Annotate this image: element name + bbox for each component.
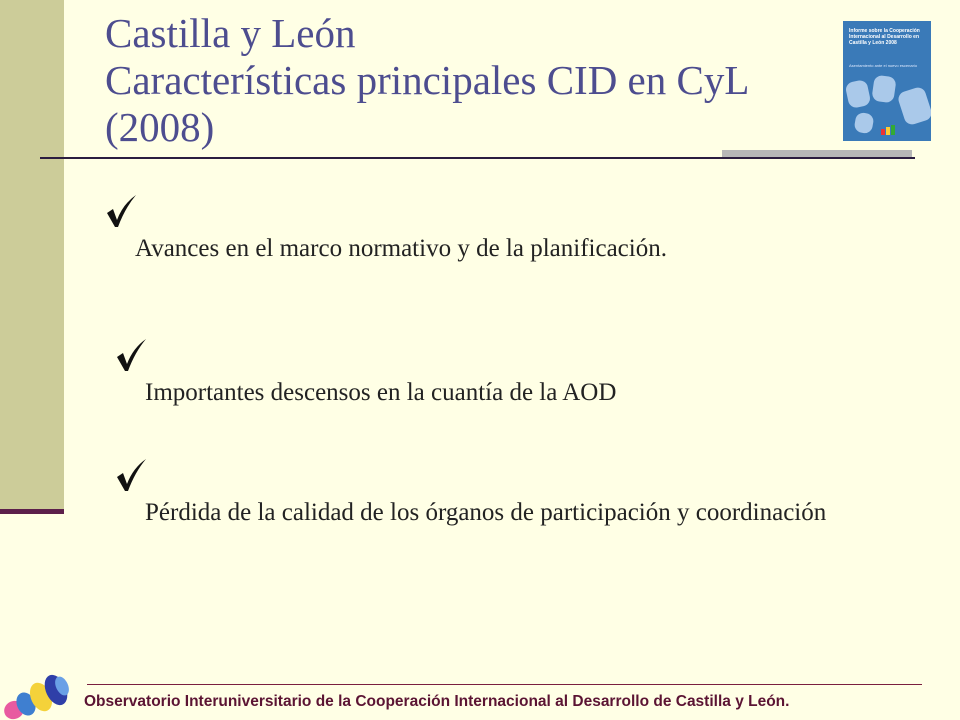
- title-line-1: Castilla y León: [105, 10, 356, 56]
- bullet-item: [115, 490, 875, 529]
- cover-logo-icon: [881, 125, 895, 135]
- slide-title: [105, 10, 749, 151]
- checkmark-icon: [115, 490, 145, 520]
- title-line-2: Características principales CID en CyL: [105, 57, 750, 103]
- title-rule-shadow: [722, 150, 912, 157]
- bullet-text: Avances en el marco normativo y de la planificación.: [135, 235, 667, 262]
- checkmark-icon: [105, 226, 135, 256]
- cover-shape: [845, 79, 872, 109]
- report-cover-image: [843, 21, 931, 141]
- bullet-item: [115, 370, 616, 409]
- bullet-text: Importantes descensos en la cuantía de la AOD: [145, 379, 617, 406]
- cover-subtitle: Asentamiento ante el nuevo escenario: [849, 63, 918, 68]
- cover-shape: [896, 86, 931, 127]
- cover-title: Informe sobre la Cooperación Internacional al Desarrollo en Castilla y León 2008: [849, 28, 920, 46]
- checkmark-icon: [115, 370, 145, 400]
- cover-shape: [853, 112, 874, 135]
- sidebar-accent-line: [0, 509, 64, 514]
- title-rule: [40, 157, 915, 159]
- observatory-logo-icon: [0, 668, 80, 720]
- footer-text: Observatorio Interuniversitario de la Cooperación Internacional al Desarrollo de Castilla y León.: [84, 693, 790, 710]
- footer-rule: [87, 684, 922, 685]
- left-sidebar-decoration: [0, 0, 64, 512]
- title-line-3: (2008): [105, 104, 215, 150]
- cover-shape: [871, 75, 896, 104]
- bullet-text: Pérdida de la calidad de los órganos de participación y coordinación: [145, 499, 827, 526]
- bullet-item: [105, 226, 667, 265]
